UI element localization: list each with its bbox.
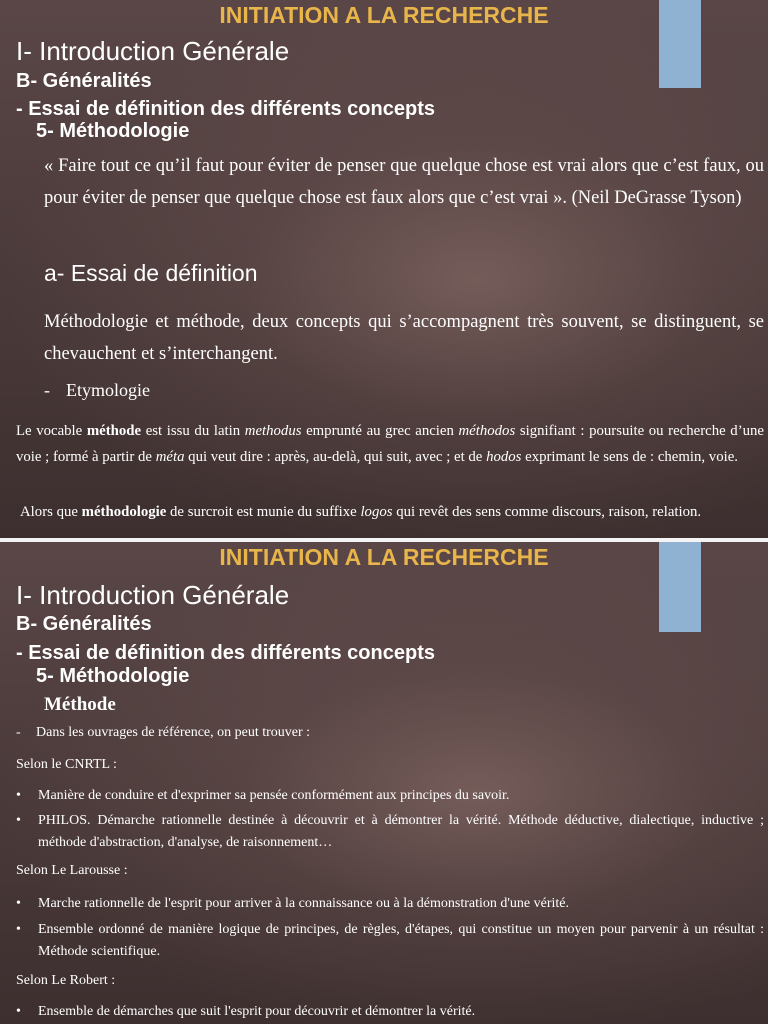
bullet-dot: • <box>16 813 21 828</box>
list-item <box>16 896 764 912</box>
term-methode: méthode <box>86 423 142 439</box>
def-text: Le vocable <box>16 423 87 439</box>
def-text: qui revêt des sens comme discours, raison, relation. <box>392 504 702 520</box>
list-item <box>16 1004 764 1020</box>
list-item-text: Manière de conduire et d'exprimer sa pensée conformément aux principes du savoir. <box>38 788 510 803</box>
def-text: est issu du latin <box>141 423 245 439</box>
intro-dash: - <box>16 725 21 740</box>
etymology-methode-paragraph <box>16 418 764 470</box>
intro-paragraph: Méthodologie et méthode, deux concepts qui s’accompagnent très souvent, se distinguent, se chevauchent et s’interchangent. <box>44 312 764 364</box>
etymology-label: Etymologie <box>66 380 150 400</box>
list-item <box>16 810 764 854</box>
list-item-text: PHILOS. Démarche rationnelle destinée à découvrir et à démontrer la vérité. Méthode déductive, dialectique, inductive ; méthode d'abstraction, d'analyse, de raisonnement… <box>38 813 764 850</box>
point-title: 5- Méthodologie <box>36 665 190 687</box>
term-meta: méta <box>155 449 185 465</box>
bullet-dot: • <box>16 896 21 911</box>
subsection-title: B- Généralités <box>16 613 152 635</box>
def-text: de surcroit est munie du suffixe <box>166 504 361 520</box>
list-item-text: Ensemble de démarches que suit l'esprit pour découvrir et démontrer la vérité. <box>38 1004 476 1019</box>
def-text: signifiant : poursuite ou recherche d’une voie ; formé à partir de <box>16 423 764 465</box>
cnrtl-label: Selon le CNRTL : <box>16 757 117 772</box>
subsection-title: B- Généralités <box>16 70 152 92</box>
intro-line: Dans les ouvrages de référence, on peut trouver : <box>36 725 311 740</box>
quote-paragraph: « Faire tout ce qu’il faut pour éviter de penser que quelque chose est vrai alors que c’est faux, ou pour éviter de penser que quelque chose est faux alors que c’est vrai ». (Neil DeGrasse Tyson) <box>44 156 764 208</box>
bullet-dot: • <box>16 922 21 937</box>
def-text: emprunté au grec ancien <box>301 423 459 439</box>
etymology-dash: - <box>44 380 50 400</box>
point-title: 5- Méthodologie <box>36 120 190 142</box>
list-item <box>16 788 764 804</box>
def-text: exprimant le sens de : chemin, voie. <box>521 449 738 465</box>
term-logos: logos <box>360 504 393 520</box>
slide-2 <box>0 542 768 1024</box>
topic-title: - Essai de définition des différents concepts <box>16 98 435 120</box>
term-hodos: hodos <box>486 449 522 465</box>
section-title: I- Introduction Générale <box>16 580 290 610</box>
list-item-text: Marche rationnelle de l'esprit pour arriver à la connaissance ou à la démonstration d'une vérité. <box>38 896 570 911</box>
term-methodus: methodus <box>244 423 302 439</box>
section-title: I- Introduction Générale <box>16 36 290 66</box>
methode-title: Méthode <box>44 694 116 715</box>
term-methodologie: méthodologie <box>81 504 167 520</box>
def-text: Alors que <box>20 504 82 520</box>
etymology-methodologie-paragraph <box>20 504 766 521</box>
definition-heading: a- Essai de définition <box>44 260 258 286</box>
larousse-label: Selon Le Larousse : <box>16 863 128 878</box>
bullet-dot: • <box>16 1004 21 1019</box>
term-methodos: méthodos <box>458 423 516 439</box>
slide-header: INITIATION A LA RECHERCHE <box>219 2 549 28</box>
def-text: qui veut dire : après, au-delà, qui suit, avec ; et de <box>184 449 487 465</box>
topic-title: - Essai de définition des différents concepts <box>16 642 435 664</box>
list-item <box>16 919 764 963</box>
list-item-text: Ensemble ordonné de manière logique de principes, de règles, d'étapes, qui constitue un moyen pour parvenir à un résultat : Méthode scientifique. <box>38 922 764 959</box>
slide-header: INITIATION A LA RECHERCHE <box>219 544 549 570</box>
bullet-dot: • <box>16 788 21 803</box>
robert-label: Selon Le Robert : <box>16 973 116 988</box>
